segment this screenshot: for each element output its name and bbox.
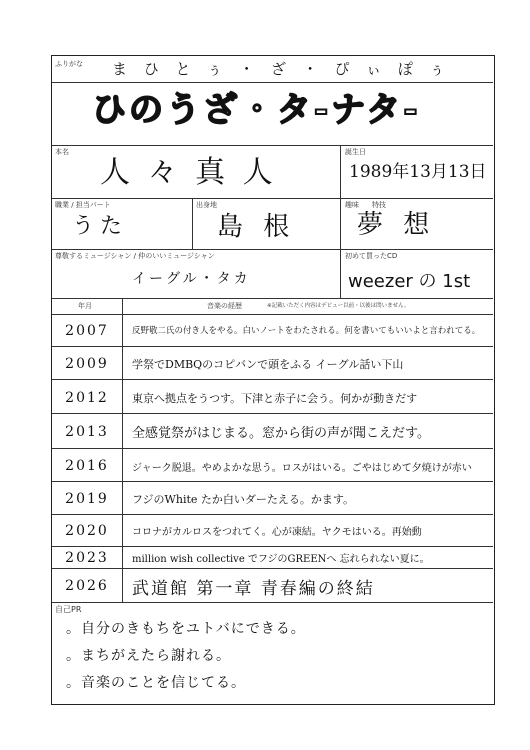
history-text: ジャーク脱退。やめよかな思う。ロスがはいる。ごやはじめて夕焼けが赤い <box>132 463 472 474</box>
history-text: 全感覚祭がはじまる。窓から街の声が聞こえだす。 <box>132 426 430 441</box>
special-skill-label: 特技 <box>372 201 386 209</box>
self-pr-item: 。まちがえたら謝れる。 <box>66 648 231 664</box>
rule <box>52 249 493 250</box>
rule <box>52 514 493 515</box>
history-year: 2026 <box>65 578 109 594</box>
stage-name: ひのうざ・タ-ナタ- <box>92 90 421 130</box>
history-year: 2007 <box>65 323 109 339</box>
year-column-header: 年月 <box>78 302 92 310</box>
profile-sheet <box>51 55 495 705</box>
rule <box>52 546 493 547</box>
history-text: 武道館 第一章 青春編の終結 <box>132 579 375 599</box>
birthday: 1989年13月13日 <box>349 162 487 182</box>
first-cd: weezer の 1st <box>348 271 471 292</box>
furigana-text: ま ひ と ぅ ・ ざ ・ ぴ ぃ ぽ ぅ <box>112 60 451 78</box>
self-pr-item: 。音楽のことを信じてる。 <box>66 675 246 691</box>
first-cd-label: 初めて買ったCD <box>345 252 398 260</box>
rule <box>52 568 493 569</box>
history-year: 2019 <box>65 491 109 507</box>
rule <box>52 298 493 299</box>
rule <box>52 198 493 199</box>
history-text: million wish collective でフジのGREENへ 忘れられない夏に。 <box>132 554 430 565</box>
rule <box>122 298 123 602</box>
real-name-label: 本名 <box>55 148 69 156</box>
rule <box>52 448 493 449</box>
history-note: ※記載いただく内容はデビュー以前・以後は問いません。 <box>267 303 410 309</box>
hobby-label: 趣味 <box>345 201 359 209</box>
history-year: 2023 <box>65 550 109 566</box>
history-year: 2013 <box>65 424 109 440</box>
history-text: 学祭でDMBQのコピバンで頭をふる イーグル話い下山 <box>132 358 404 371</box>
respected-musician: イーグル・タカ <box>132 271 251 287</box>
rule <box>52 145 493 146</box>
history-year: 2016 <box>65 458 109 474</box>
history-text: コロナがカルロスをつれてく。心が凍結。ヤクモはいる。再始動 <box>132 527 422 538</box>
respected-musician-label: 尊敬するミュージシャン / 仲のいいミュージシャン <box>55 252 215 260</box>
history-year: 2012 <box>65 390 109 406</box>
rule <box>52 346 493 347</box>
rule <box>192 198 193 249</box>
job-part: うた <box>72 214 129 239</box>
rule <box>340 249 341 298</box>
rule <box>52 602 493 603</box>
real-name: 人 々 真 人 <box>100 155 277 190</box>
rule <box>52 481 493 482</box>
history-year: 2009 <box>65 356 109 372</box>
self-pr-item: 。自分のきもちをユトバにできる。 <box>66 621 306 637</box>
hometown-label: 出身地 <box>196 201 217 209</box>
hometown: 島 根 <box>217 212 296 242</box>
rule <box>52 379 493 380</box>
history-text: 東京へ拠点をうつす。下津と赤子に会う。何かが動きだす <box>132 392 418 405</box>
history-text: 反野敬二氏の付き人をやる。白いノートをわたされる。何を書いてもいいよと言われてる。 <box>132 326 481 336</box>
hobby: 夢 想 <box>357 210 436 240</box>
rule <box>52 314 493 315</box>
history-text: フジのWhite たか白いダーたえる。かます。 <box>132 493 355 506</box>
history-year: 2020 <box>65 523 109 539</box>
rule <box>52 413 493 414</box>
self-pr-label: 自己PR <box>55 605 82 614</box>
job-part-label: 職業 / 担当パート <box>55 201 111 209</box>
rule <box>340 145 341 249</box>
history-column-header: 音楽の経歴 <box>207 302 242 310</box>
furigana-label: ふりがな <box>55 60 83 68</box>
birthday-label: 誕生日 <box>345 148 366 156</box>
